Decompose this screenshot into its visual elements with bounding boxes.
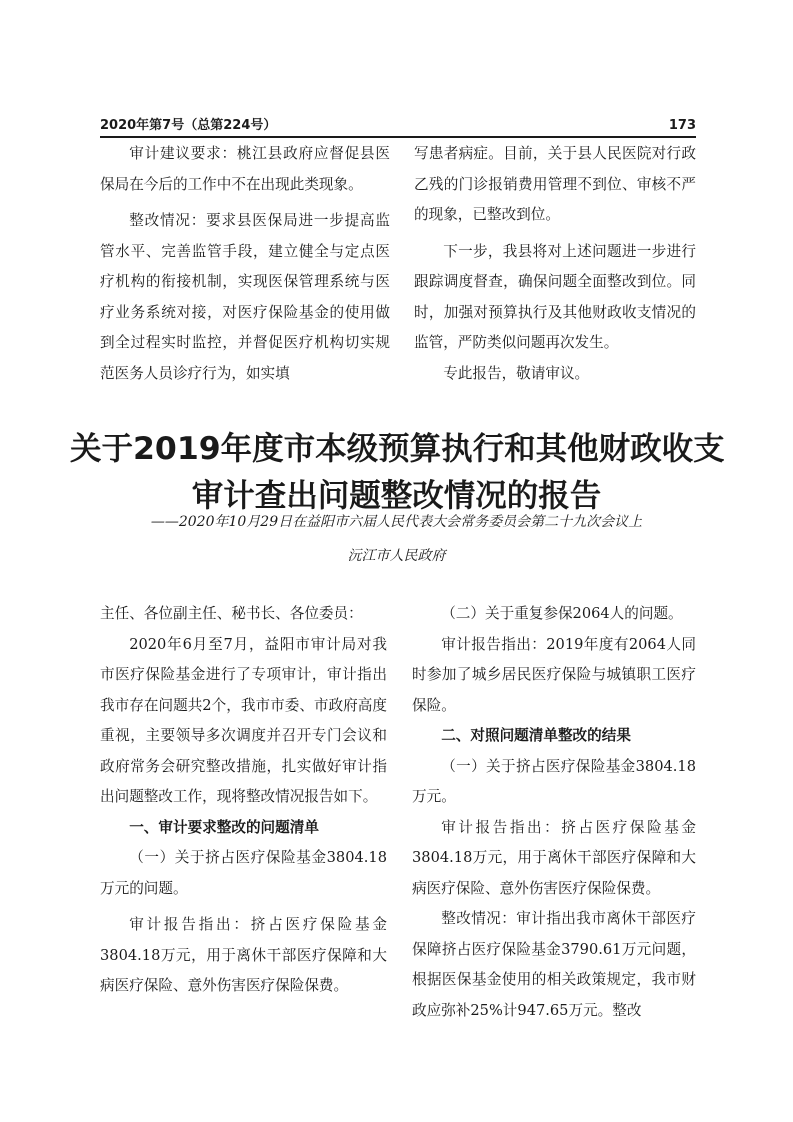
item-heading-1: （一）关于挤占医疗保险基金3804.18万元的问题。 xyxy=(100,849,387,897)
item-text-3: 审计报告指出：挤占医疗保险基金3804.18万元，用于离休干部医疗保障和大病医疗保险、意外伤害医疗保险保费。 xyxy=(412,818,696,897)
intro-paragraph: 2020年6月至7月，益阳市审计局对我市医疗保险基金进行了专项审计，审计指出我市存在问题共2个，我市市委、市政府高度重视，主要领导多次调度并召开专门会议和政府常务会研究整改措施，扎实做好审计指出问题整改工作，现将整改情况报告如下。 xyxy=(100,635,387,805)
article-title xyxy=(70,426,723,520)
section-heading-1: 一、审计要求整改的问题清单 xyxy=(129,818,319,836)
item-fix-3: 整改情况：审计指出我市离休干部医疗保障挤占医疗保险基金3790.61万元问题，根据医保基金使用的相关政策规定，我市财政应弥补25%计947.65万元。整改 xyxy=(412,910,696,1019)
page-number: 173 xyxy=(668,118,696,133)
audit-suggestion: 审计建议要求：桃江县政府应督促县医保局在今后的工作中不在出现此类现象。 xyxy=(100,145,390,193)
top-right-column xyxy=(414,139,696,389)
top-left-column xyxy=(100,139,390,389)
closing-paragraph: 专此报告，敬请审议。 xyxy=(443,364,590,382)
item-heading-2: （二）关于重复参保2064人的问题。 xyxy=(441,605,683,622)
page-header xyxy=(100,118,696,138)
article-author: 沅江市人民政府 xyxy=(347,548,446,564)
continued-paragraph: 写患者病症。目前，关于县人民医院对行政乙残的门诊报销费用管理不到位、审核不严的现象，已整改到位。 xyxy=(414,145,696,223)
article-subtitle: ——2020年10月29日在益阳市六届人民代表大会常务委员会第二十九次会议上 xyxy=(150,514,643,530)
item-text-1: 审计报告指出：挤占医疗保险基金3804.18万元，用于离休干部医疗保障和大病医疗保险、意外伤害医疗保险保费。 xyxy=(100,916,387,994)
bottom-right-column xyxy=(412,599,696,1026)
item-text-2: 审计报告指出：2019年度有2064人同时参加了城乡居民医疗保险与城镇职工医疗保险。 xyxy=(412,635,696,714)
bottom-left-column xyxy=(100,599,387,1002)
section-heading-2: 二、对照问题清单整改的结果 xyxy=(441,727,631,744)
issue-number: 2020年第7号（总第224号） xyxy=(100,118,277,133)
next-steps-paragraph: 下一步，我县将对上述问题进一步进行跟踪调度督查，确保问题全面整改到位。同时，加强对预算执行及其他财政收支情况的监管，严防类似问题再次发生。 xyxy=(414,242,696,351)
title-line-2: 审计查出问题整改情况的报告 xyxy=(191,478,602,514)
rectification-status: 整改情况：要求县医保局进一步提高监管水平、完善监管手段，建立健全与定点医疗机构的衔接机制，实现医保管理系统与医疗业务系统对接，对医疗保险基金的使用做到全过程实时监控，并督促医疗机构切实规范医务人员诊疗行为，如实填 xyxy=(100,212,390,382)
salutation: 主任、各位副主任、秘书长、各位委员： xyxy=(100,605,363,622)
title-line-1: 关于2019年度市本级预算执行和其他财政收支 xyxy=(70,431,725,467)
item-heading-3: （一）关于挤占医疗保险基金3804.18万元。 xyxy=(412,757,696,805)
